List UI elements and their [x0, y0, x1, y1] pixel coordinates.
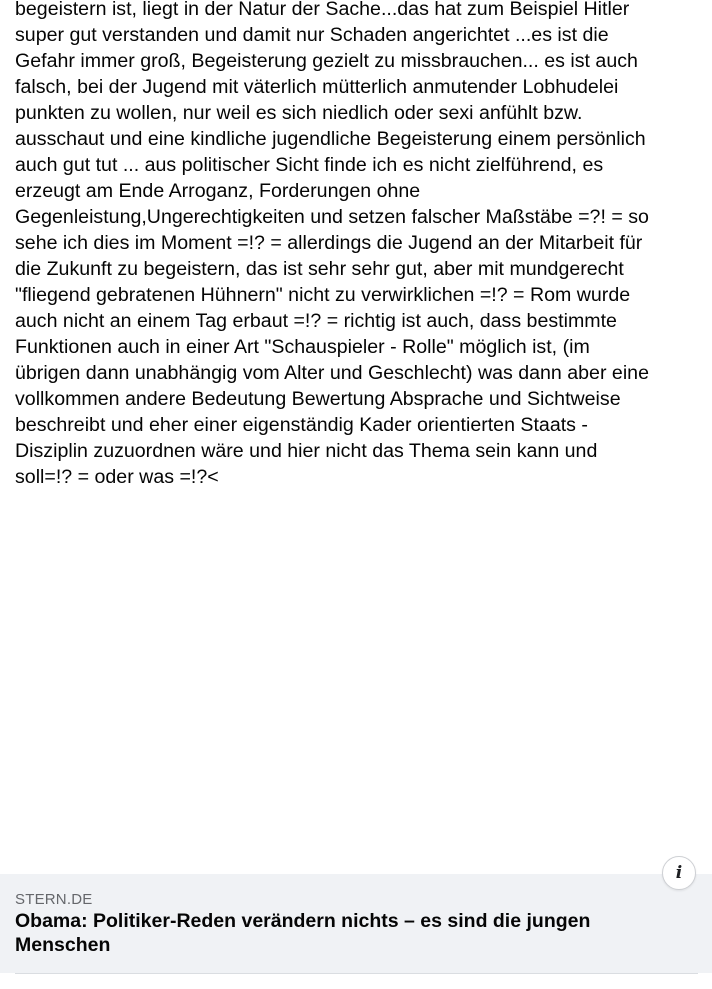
info-button[interactable] — [662, 856, 696, 890]
info-icon: i — [675, 862, 683, 883]
divider — [15, 973, 698, 974]
link-title[interactable]: Obama: Politiker-Reden verändern nichts – es sind die jungen Menschen — [15, 910, 591, 956]
post-text: begeistern ist, liegt in der Natur der Sache...das hat zum Beispiel Hitler super gut verstanden und damit nur Schaden angerichtet ...es ist die Gefahr immer groß, Begeisterung gezielt zu missbrauchen... es ist auch falsch, bei der Jugend mit väterlich mütterlich anmutender Lobhudelei punkten zu wollen, nur weil es sich niedlich oder sexi anfühlt bzw. ausschaut und eine kindliche jugendliche Begeisterung einem persönlich auch gut tut ... aus politischer Sicht finde ich es nicht zielführend, es erzeugt am Ende Arroganz, Forderungen ohne Gegenleistung,Ungerechtigkeiten und setzen falscher Maßstäbe =?! = so sehe ich dies im Moment =!? = allerdings die Jugend an der Mitarbeit für die Zukunft zu begeistern, das ist sehr sehr gut, aber mit mundgerecht "fliegend gebratenen Hühnern" nicht zu verwirklichen =!? = Rom wurde auch nicht an einem Tag erbaut =!? = richtig ist auch, dass bestimmte Funktionen auch in einer Art "Schauspieler - Rolle" möglich ist, (im übrigen dann unabhängig vom Alter und Geschlecht) was dann aber eine vollkommen andere Bedeutung Bewertung Absprache und Sichtweise beschreibt und eher einer eigenständig Kader orientierten Staats - Disziplin zuzuordnen wäre und hier nicht das Thema sein kann und soll=!? = oder was =!?< — [15, 0, 649, 488]
link-preview-card[interactable] — [0, 874, 712, 973]
link-source: STERN.DE — [15, 891, 93, 908]
